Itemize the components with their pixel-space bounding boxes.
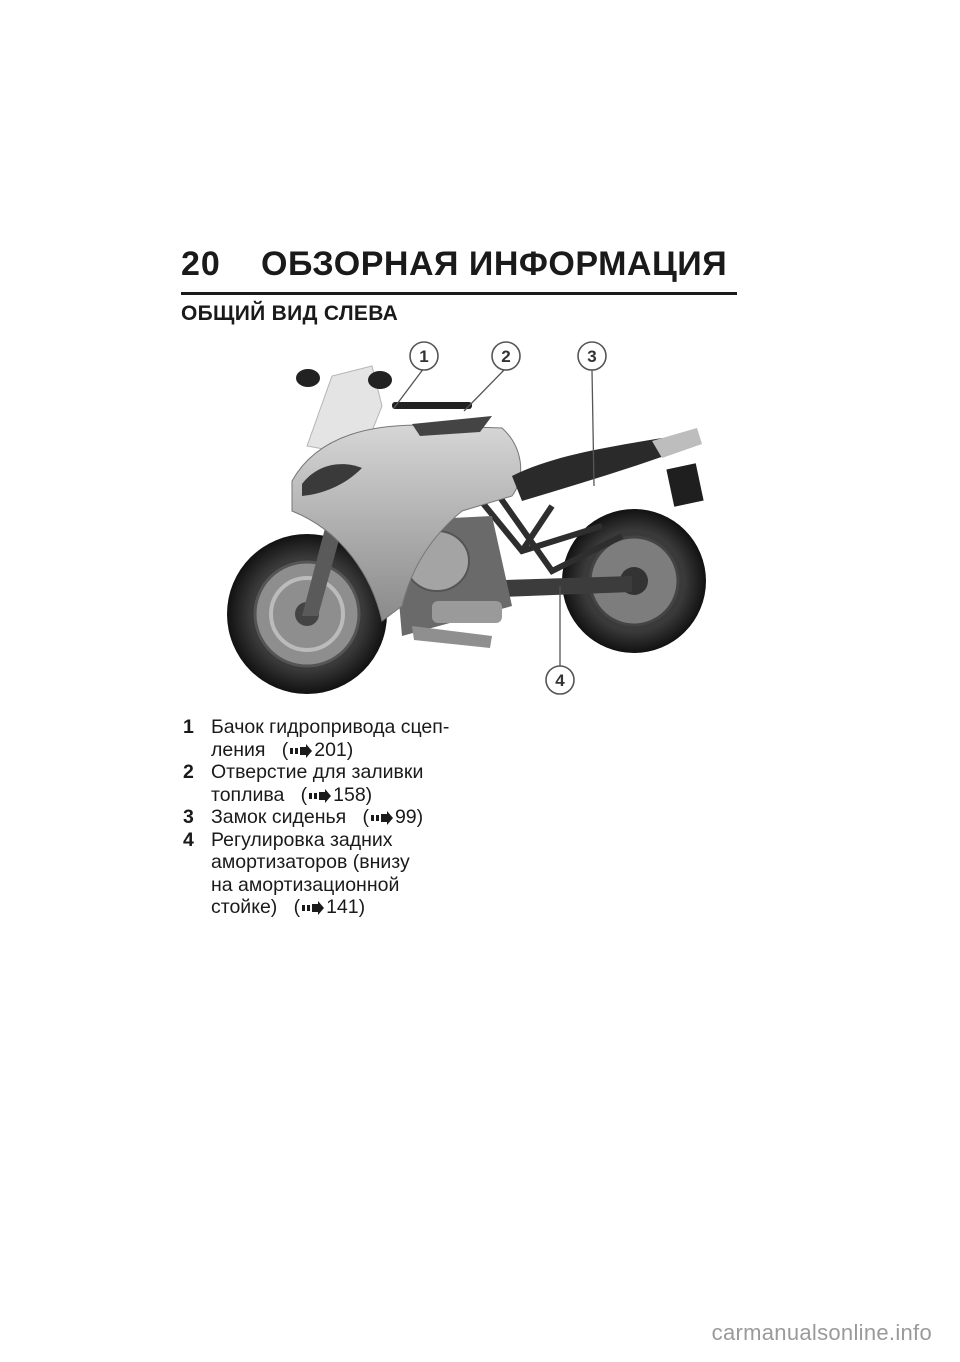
svg-text:4: 4 xyxy=(555,671,565,690)
callout-text-cont: амортизаторов (внизу xyxy=(211,851,410,873)
seat xyxy=(512,438,670,501)
svg-text:1: 1 xyxy=(419,347,429,366)
arrow-right-icon xyxy=(290,744,312,758)
callout-line-2 xyxy=(464,368,506,411)
callout-marker-2 xyxy=(492,342,520,370)
callout-text: Замок сиденья xyxy=(211,806,347,828)
callout-text: Регулировка задних xyxy=(211,828,393,851)
callout-item-2 xyxy=(181,761,511,806)
page-reference[interactable]: ( 158) xyxy=(300,783,373,806)
callout-text-cont: топлива xyxy=(211,783,285,806)
callout-text-cont: на амортизационной xyxy=(211,873,400,896)
callout-number: 3 xyxy=(183,806,194,828)
callout-text: Отверстие для заливки xyxy=(211,761,424,783)
mirror-right xyxy=(368,371,392,389)
svg-text:3: 3 xyxy=(587,347,597,366)
arrow-right-icon xyxy=(309,789,331,803)
watermark: carmanualsonline.info xyxy=(711,1320,932,1345)
callout-item-3 xyxy=(181,806,511,829)
callout-marker-3 xyxy=(578,342,606,370)
callout-number: 1 xyxy=(183,716,194,738)
arrow-right-icon xyxy=(302,901,324,915)
callout-marker-1 xyxy=(410,342,438,370)
header-rule xyxy=(181,292,737,295)
page-number: 20 xyxy=(181,245,221,283)
chapter-title: ОБЗОРНАЯ ИНФОРМАЦИЯ xyxy=(261,245,728,283)
callout-text-cont: ления xyxy=(211,738,266,761)
page-reference[interactable]: ( 141) xyxy=(293,896,366,918)
callout-number: 2 xyxy=(183,761,194,783)
motorcycle-illustration xyxy=(222,336,722,706)
callout-marker-4 xyxy=(546,666,574,694)
page-reference[interactable]: ( 201) xyxy=(281,738,354,761)
mirror-left xyxy=(296,369,320,387)
callout-number: 4 xyxy=(183,828,194,851)
callout-list xyxy=(181,716,511,919)
callout-item-4 xyxy=(181,829,511,919)
svg-text:2: 2 xyxy=(501,347,511,366)
section-title: ОБЩИЙ ВИД СЛЕВА xyxy=(181,302,399,325)
callout-item-1 xyxy=(181,716,511,761)
handlebar xyxy=(392,402,472,409)
page-reference[interactable]: ( 99) xyxy=(362,806,424,828)
license-plate-holder xyxy=(666,463,703,506)
tail-section xyxy=(652,428,702,458)
page-header xyxy=(181,245,737,285)
callout-text-cont: стойке) xyxy=(211,896,278,918)
arrow-right-icon xyxy=(371,811,393,825)
callout-text: Бачок гидропривода сцеп- xyxy=(211,716,450,738)
